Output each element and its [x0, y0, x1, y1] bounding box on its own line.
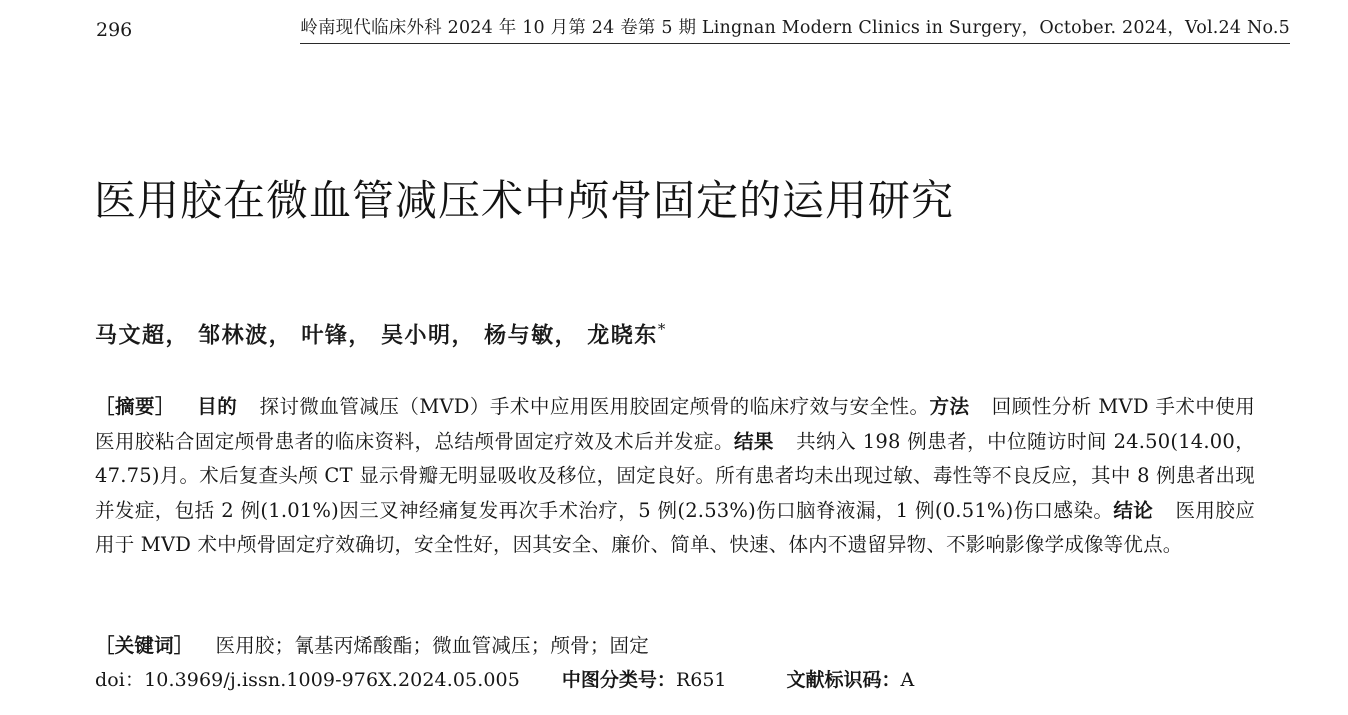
running-head [96, 16, 1291, 44]
clc-label: 中图分类号： [561, 669, 676, 691]
abstract-section-label-conclusion: 结论 [1113, 498, 1154, 522]
clc-value: R651 [675, 669, 727, 691]
document-code-label: 文献标识码： [786, 669, 901, 691]
page-number: 296 [96, 19, 133, 41]
page-title: 医用胶在微血管减压术中颅骨固定的运用研究 [94, 176, 955, 226]
abstract-section-text-conclusion: 医用胶应用于 MVD 术中颅骨固定疗效确切，安全性好，因其安全、廉价、简单、快速、体内不遗留异物、不影响影像学成像等优点。 [95, 498, 1255, 556]
abstract-label: ［摘要］ [95, 395, 175, 418]
article-metadata [95, 665, 1255, 695]
abstract-section-text-results: 共纳入 198 例患者，中位随访时间 24.50(14.00，47.75)月。术后复查头颅 CT 显示骨瓣无明显吸收及移位，固定良好。所有患者均未出现过敏、毒性等不良反应，其中 8 例患者出现并发症，包括 2 例(1.01%)因三叉神经痛复发再次手术治疗，5 例(2.53%)伤口脑脊液漏，1 例(0.51%)伤口感染。 [95, 429, 1255, 522]
journal-citation-line: 岭南现代临床外科 2024 年 10 月第 24 卷第 5 期 Lingnan Modern Clinics in Surgery，October. 2024，Vol.24 No.5 [300, 16, 1290, 44]
abstract-section-text-objective: 探讨微血管减压（MVD）手术中应用医用胶固定颅骨的临床疗效与安全性。 [259, 395, 930, 418]
abstract-section-text-methods: 回顾性分析 MVD 手术中使用医用胶粘合固定颅骨患者的临床资料，总结颅骨固定疗效及术后并发症。 [95, 395, 1255, 453]
keywords-block [95, 630, 1255, 662]
abstract-section-label-results: 结果 [733, 429, 774, 453]
corresponding-author-mark: * [657, 320, 667, 338]
document-code-value: A [900, 669, 915, 691]
keywords-label: ［关键词］ [95, 634, 194, 657]
clc-number [562, 665, 727, 695]
abstract-section-label-methods: 方法 [929, 395, 970, 418]
document-code [787, 665, 915, 695]
doi-value: doi：10.3969/j.issn.1009-976X.2024.05.005 [95, 669, 520, 691]
abstract-block [95, 390, 1255, 563]
author-names: 马文超， 邹林波， 叶锋， 吴小明， 杨与敏， 龙晓东 [95, 322, 658, 349]
author-list [95, 313, 1095, 351]
abstract-section-label-objective: 目的 [196, 395, 238, 418]
keywords-text: 医用胶；氰基丙烯酸酯；微血管减压；颅骨；固定 [215, 634, 649, 657]
